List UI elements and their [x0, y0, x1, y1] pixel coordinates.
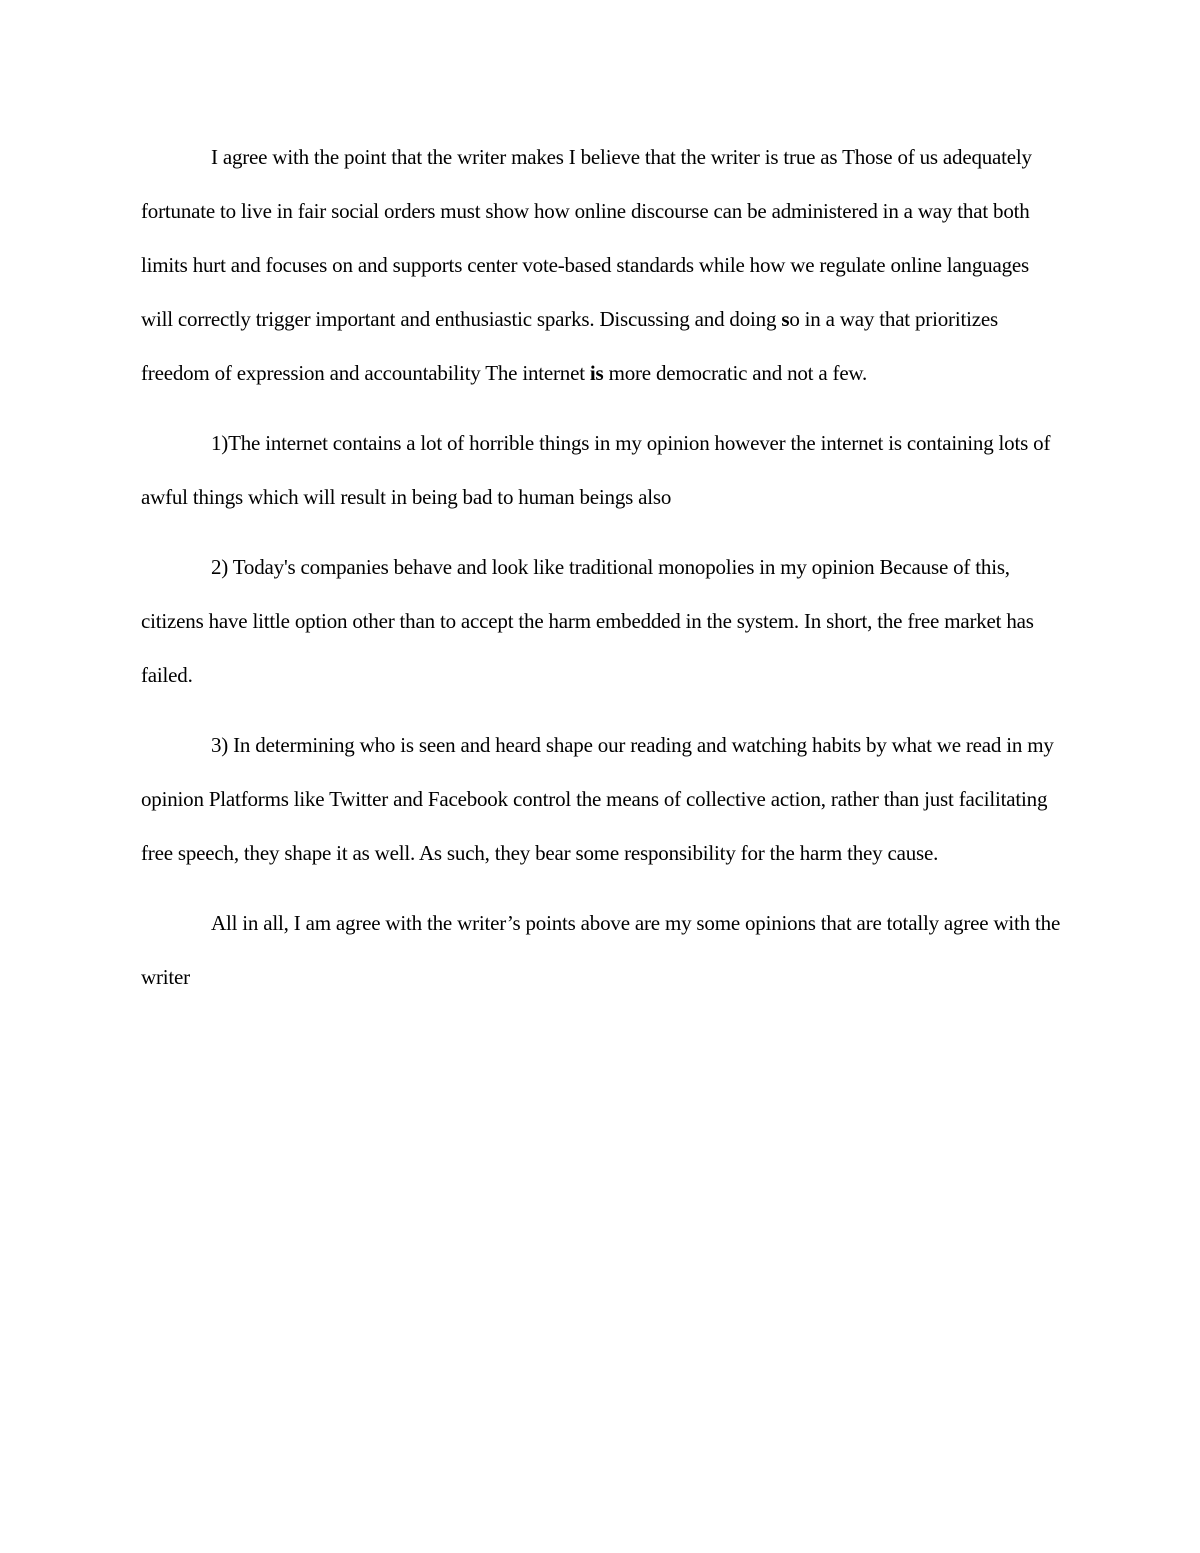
document-body: [141, 130, 1061, 1020]
paragraph-point-1: 1)The internet contains a lot of horrible things in my opinion however the internet is containing lots of awful things which will result in being bad to human beings also: [141, 431, 1051, 509]
paragraph-intro-text-3: more democratic and not a few.: [603, 361, 868, 385]
bold-letter-s: s: [781, 307, 790, 331]
paragraph-intro-text-2: o in a way that prioritizes freedom of expression and accountability The internet: [141, 307, 998, 385]
paragraph-conclusion: All in all, I am agree with the writer’s points above are my some opinions that are totally agree with the writer: [141, 911, 1061, 989]
paragraph-point-3: 3) In determining who is seen and heard shape our reading and watching habits by what we read in my opinion Platforms like Twitter and Facebook control the means of collective action, rather than just facilitating free speech, they shape it as well. As such, they bear some responsibility for the harm they cause.: [141, 733, 1054, 865]
paragraph-intro-text-1: I agree with the point that the writer makes I believe that the writer is true as Those of us adequately fortunate to live in fair social orders must show how online discourse can be administered in a way that both limits hurt and focuses on and supports center vote-based standards while how we regulate online languages will correctly trigger important and enthusiastic sparks. Discussing and doing: [141, 145, 1032, 331]
paragraph-intro: [141, 130, 1061, 400]
bold-word-is: is: [589, 361, 604, 385]
paragraph-point-2: 2) Today's companies behave and look like traditional monopolies in my opinion Because of this, citizens have little option other than to accept the harm embedded in the system. In short, the free market has failed.: [141, 555, 1034, 687]
